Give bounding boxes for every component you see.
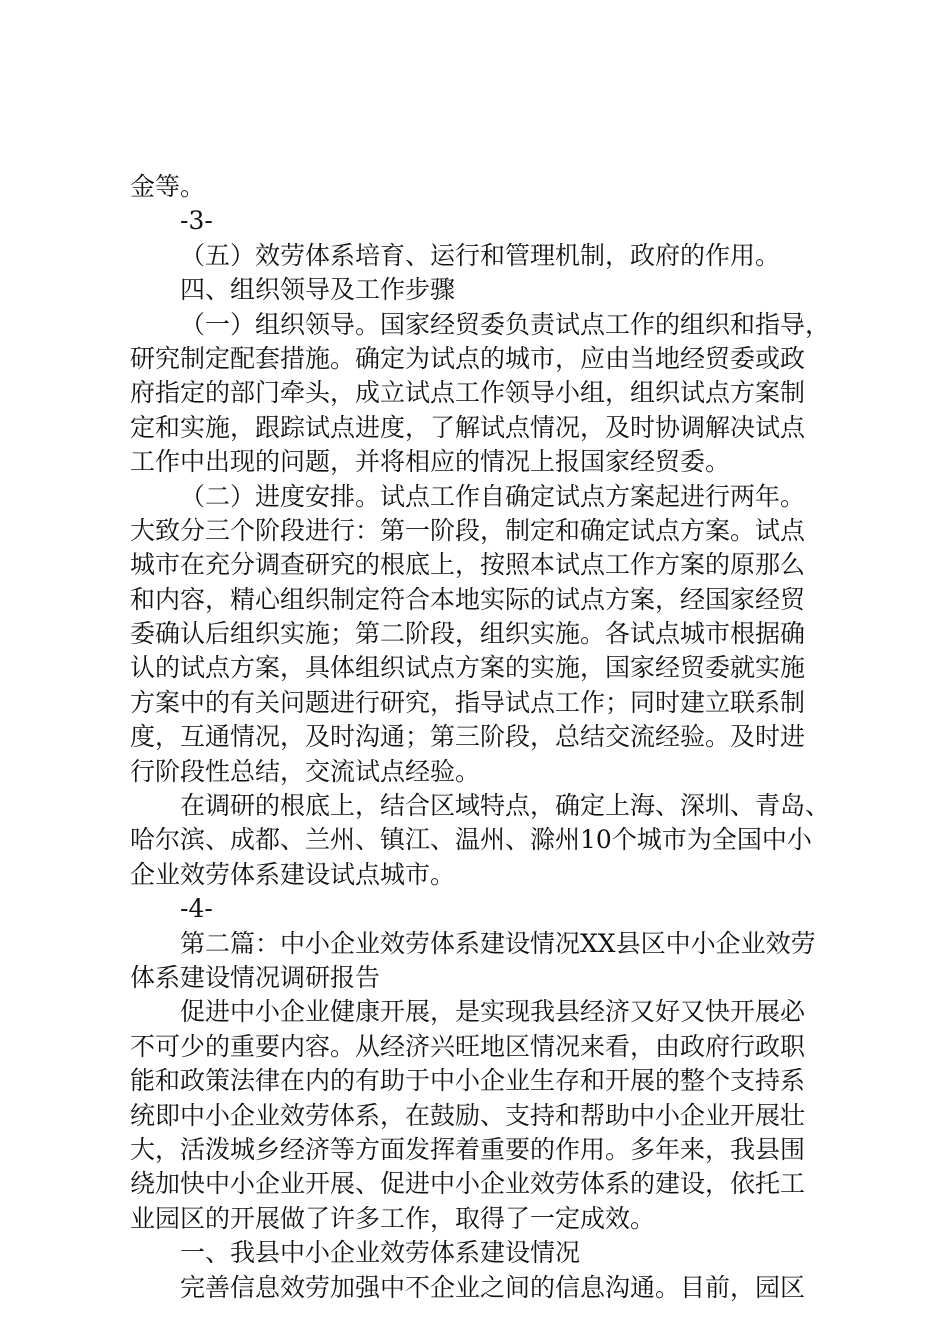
text-line: 完善信息效劳加强中不企业之间的信息沟通。目前，园区 [180, 1272, 806, 1302]
text-line: 城市在充分调查研究的根底上，按照本试点工作方案的原那么 [130, 550, 806, 580]
document-body [130, 170, 830, 1305]
chapter-title: 第二篇：中小企业效劳体系建设情况XX县区中小企业效劳 [180, 928, 816, 958]
text-line: 方案中的有关问题进行研究，指导试点工作；同时建立联系制 [130, 687, 806, 717]
text-line: （一）组织领导。国家经贸委负责试点工作的组织和指导， [180, 309, 830, 339]
text-line: 研究制定配套措施。确定为试点的城市，应由当地经贸委或政 [130, 343, 806, 373]
text-line: 企业效劳体系建设试点城市。 [130, 859, 456, 889]
text-line: 业园区的开展做了许多工作，取得了一定成效。 [130, 1203, 656, 1233]
text-line: 金等。 [130, 172, 206, 201]
text-line: 工作中出现的问题，并将相应的情况上报国家经贸委。 [130, 447, 731, 477]
section-heading: 四、组织领导及工作步骤 [180, 275, 456, 305]
text-line: （五）效劳体系培育、运行和管理机制，政府的作用。 [180, 240, 781, 270]
text-line: 哈尔滨、成都、兰州、镇江、温州、滁州10个城市为全国中小 [130, 825, 812, 855]
text-line: 行阶段性总结，交流试点经验。 [130, 756, 481, 786]
text-line: 度，互通情况，及时沟通；第三阶段，总结交流经验。及时进 [130, 722, 806, 752]
text-line: 认的试点方案，具体组织试点方案的实施，国家经贸委就实施 [130, 653, 806, 683]
text-line: 大，活泼城乡经济等方面发挥着重要的作用。多年来，我县围 [130, 1134, 806, 1164]
text-line: 委确认后组织实施；第二阶段，组织实施。各试点城市根据确 [130, 619, 806, 649]
text-line: 府指定的部门牵头，成立试点工作领导小组，组织试点方案制 [130, 378, 806, 408]
text-line: 不可少的重要内容。从经济兴旺地区情况来看，由政府行政职 [130, 1031, 806, 1061]
text-line: 绕加快中小企业开展、促进中小企业效劳体系的建设，依托工 [130, 1169, 806, 1199]
chapter-title: 体系建设情况调研报告 [130, 962, 381, 992]
text-line: 定和实施，跟踪试点进度，了解试点情况，及时协调解决试点 [130, 412, 806, 442]
page-number: -3- [180, 206, 213, 236]
page-number: -4- [180, 894, 213, 924]
text-line: 在调研的根底上，结合区域特点，确定上海、深圳、青岛、 [180, 791, 830, 821]
text-line: 统即中小企业效劳体系，在鼓励、支持和帮助中小企业开展壮 [130, 1100, 806, 1130]
text-line: （二）进度安排。试点工作自确定试点方案起进行两年。 [180, 481, 806, 511]
text-line: 能和政策法律在内的有助于中小企业生存和开展的整个支持系 [130, 1066, 806, 1096]
text-line: 促进中小企业健康开展，是实现我县经济又好又快开展必 [180, 997, 806, 1027]
text-line: 和内容，精心组织制定符合本地实际的试点方案，经国家经贸 [130, 584, 806, 614]
section-heading: 一、我县中小企业效劳体系建设情况 [180, 1238, 581, 1268]
text-line: 大致分三个阶段进行：第一阶段，制定和确定试点方案。试点 [130, 515, 806, 545]
